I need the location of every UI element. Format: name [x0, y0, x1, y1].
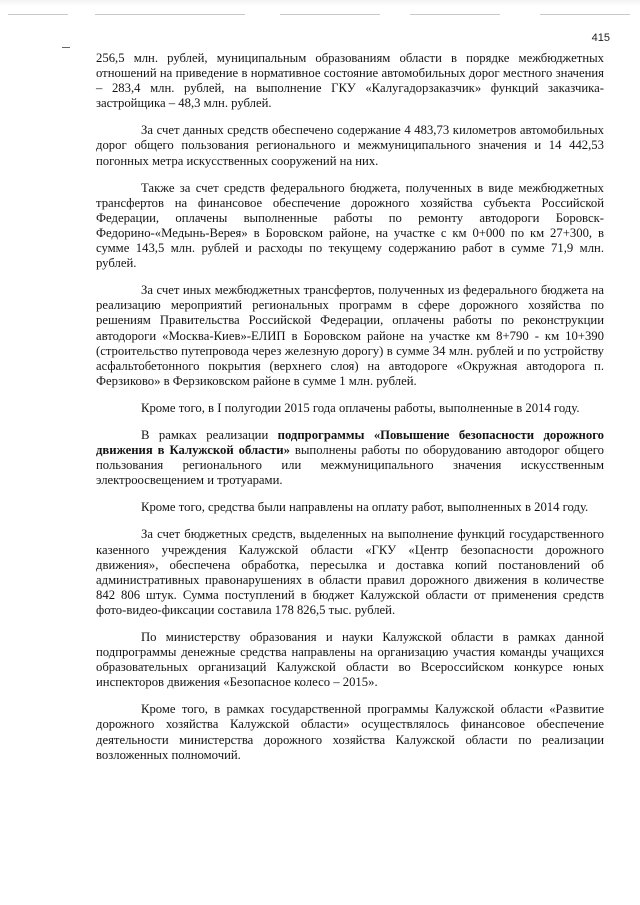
scan-artifact [540, 14, 630, 15]
paragraph: Кроме того, в I полугодии 2015 года оплачены работы, выполненные в 2014 году. [141, 400, 580, 415]
paragraph: За счет данных средств обеспечено содержание 4 483,73 километров автомобильных дорог общего пользования регионального и межмуниципального значения и 14 442,53 погонных метра искусственных сооружений на них. [96, 123, 604, 168]
margin-mark [62, 47, 70, 48]
scan-artifact [8, 14, 68, 15]
page-number: 415 [591, 32, 610, 44]
paragraph: Кроме того, в рамках государственной программы Калужской области «Развитие дорожного хозяйства Калужской области» осуществлялось финансовое обеспечение деятельности министерства дорожного хозяйства Калужской области по реализации возложенных полномочий. [96, 702, 604, 762]
paragraph: Кроме того, средства были направлены на оплату работ, выполненных в 2014 году. [141, 500, 589, 515]
paragraph-lead: В рамках реализации [141, 427, 278, 442]
scan-artifact [410, 14, 500, 15]
scan-top-edge [0, 0, 640, 6]
paragraph-tail: выполнены работы по оборудованию автодорог общего пользования регионального или межмуниципального значения искусственным электроосвещением и тротуарами. [96, 443, 604, 488]
paragraph: По министерству образования и науки Калужской области в рамках данной подпрограммы денежные средства направлены на организацию участия команды учащихся образовательных организаций Калужской области во Всероссийском конкурсе юных инспекторов движения «Безопасное колесо – 2015». [96, 630, 604, 690]
scan-artifact [95, 14, 245, 15]
paragraph: 256,5 млн. рублей, муниципальным образованиям области в порядке межбюджетных отношений на приведение в нормативное состояние автомобильных дорог местного значения – 283,4 млн. рублей, на выполнение ГКУ «Калугадорзаказчик» функций заказчика-застройщика – 48,3 млн. рублей. [96, 51, 604, 111]
paragraph: За счет бюджетных средств, выделенных на выполнение функций государственного казенного учреждения Калужской области «ГКУ «Центр безопасности дорожного движения», обеспечена обработка, пересылка и доставка копий постановлений об административных правонарушениях в области правил дорожного движения в количестве 842 806 штук. Сумма поступлений в бюджет Калужской области от применения средств фото-видео-фиксации составила 178 826,5 тыс. рублей. [96, 527, 604, 617]
scan-artifact [280, 14, 380, 15]
document-body [96, 51, 604, 775]
subprogram-title: подпрограммы «Повышение безопасности дорожного движения в Калужской области» [96, 427, 604, 458]
paragraph-subprogram [96, 428, 604, 488]
paragraph: Также за счет средств федерального бюджета, полученных в виде межбюджетных трансфертов на финансовое обеспечение дорожного хозяйства субъекта Российской Федерации, оплачены выполненные работы по ремонту автодороги Боровск-Федорино-«Медынь-Верея» в Боровском районе, на участке с км 0+000 по км 27+300, в сумме 143,5 млн. рублей и расходы по текущему содержанию работ в сумме 71,9 млн. рублей. [96, 180, 604, 271]
paragraph: За счет иных межбюджетных трансфертов, полученных из федерального бюджета на реализацию мероприятий региональных программ в сфере дорожного хозяйства по решениям Правительства Российской Федерации, оплачены работы по реконструкции автодороги «Москва-Киев»-ЕЛИП в Боровском районе на участке км 8+790 - км 10+390 (строительство путепровода через железную дорогу) в сумме 34 млн. рублей и по устройству асфальтобетонного покрытия (верхнего слоя) на автодороге «Окружная автодорога п. Ферзиково» в Ферзиковском районе в сумме 1 млн. рублей. [96, 283, 604, 388]
